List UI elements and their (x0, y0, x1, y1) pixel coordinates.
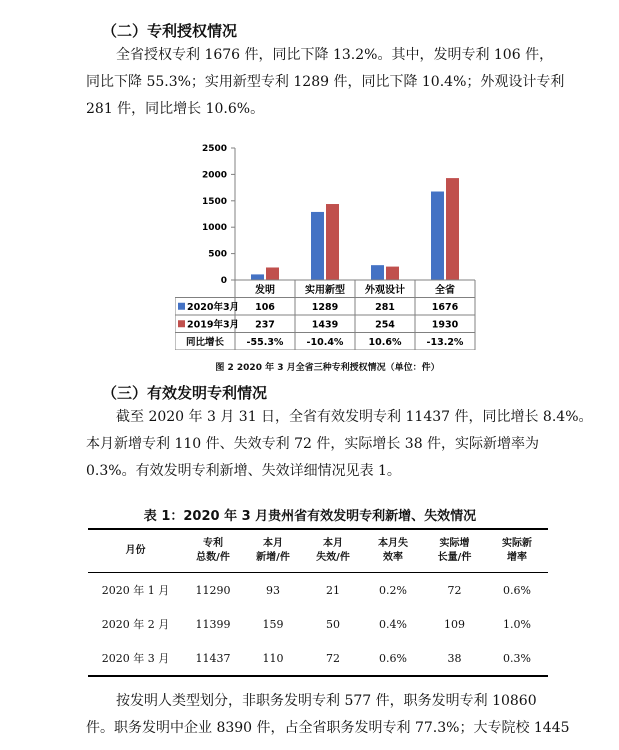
paragraph-line: 本月新增专利 110 件、失效专利 72 件，实际增长 38 件，实际新增率为 (86, 436, 540, 452)
table-cell: 50 (326, 617, 340, 631)
paragraph-valid-patents (86, 404, 593, 485)
y-tick-label: 1500 (201, 196, 227, 207)
data-table-value: 1676 (431, 301, 459, 313)
legend-key-series-2 (178, 320, 185, 327)
header-text: 长量/件 (437, 552, 472, 563)
paragraph-line: 截至 2020 年 3 月 31 日，全省有效发明专利 11437 件，同比增长 8.4%。 (116, 409, 593, 425)
paragraph-line: 按发明人类型划分，非职务发明专利 577 件，职务发明专利 10860 (116, 693, 537, 709)
table-cell: 2020 年 1 月 (101, 584, 170, 597)
table-cell: 11437 (183, 641, 243, 676)
table-cell: 0.4% (379, 617, 407, 631)
header-text: 月份 (125, 545, 146, 556)
table-cell: 1.0% (503, 617, 531, 631)
table-cell: 0.3% (486, 641, 548, 676)
column-header-new (243, 529, 303, 573)
section-heading-valid-patents: （三）有效发明专利情况 (102, 384, 268, 402)
table-cell: 110 (243, 641, 303, 676)
x-category-label: 外观设计 (365, 285, 405, 296)
data-table-value: 281 (375, 301, 395, 313)
x-category-label: 实用新型 (305, 285, 345, 296)
figure-caption: 图 2 2020 年 3 月全省三种专利授权情况（单位：件） (215, 363, 440, 373)
data-table-value: 254 (375, 319, 395, 331)
data-table-value: -55.3% (246, 336, 284, 348)
patent-grants-chart (175, 140, 480, 350)
data-table-value: 1930 (431, 319, 459, 331)
bar-series-1 (251, 274, 264, 280)
table-cell: 11399 (195, 617, 231, 631)
header-text: 实际增 (439, 538, 470, 549)
legend-label: 2019年3月 (187, 319, 240, 331)
header-text: 本月 (323, 538, 343, 549)
y-tick-label: 2000 (201, 170, 227, 181)
table-cell: 109 (444, 617, 465, 631)
table-cell: 72 (303, 641, 363, 676)
data-table-value: -10.4% (306, 336, 344, 348)
table-title: 表 1：2020 年 3 月贵州省有效发明专利新增、失效情况 (143, 509, 477, 524)
table-cell: 0.6% (503, 583, 531, 597)
data-table-value: -13.2% (426, 336, 464, 348)
bar-series-2 (266, 267, 279, 280)
table-cell: 38 (423, 641, 486, 676)
table-cell: 0.2% (379, 583, 407, 597)
table-cell: 0.6% (363, 641, 423, 676)
table-cell: 2020 年 3 月 (88, 641, 183, 676)
section-heading-patent-grants: （二）专利授权情况 (102, 22, 238, 40)
header-text: 本月 (263, 538, 283, 549)
y-tick-label: 500 (208, 249, 227, 260)
extra-row-label: 同比增长 (185, 336, 225, 348)
header-text: 增率 (507, 552, 527, 563)
bar-series-2 (326, 204, 339, 280)
table-cell: 2020 年 2 月 (101, 618, 170, 631)
table-cell: 21 (326, 583, 340, 597)
header-text: 本月失 (378, 538, 408, 549)
legend-key-series-1 (178, 303, 185, 310)
valid-patents-table (88, 528, 548, 677)
bar-series-1 (311, 212, 324, 280)
y-tick-label: 1000 (201, 223, 227, 234)
table-cell: 93 (266, 583, 280, 597)
data-table-value: 106 (255, 301, 275, 313)
header-text: 总数/件 (196, 552, 230, 563)
paragraph-inventor-type (86, 688, 570, 742)
bar-series-1 (371, 265, 384, 280)
table-cell: 11290 (195, 583, 231, 597)
data-table-value: 1439 (311, 319, 339, 331)
x-category-label: 全省 (435, 285, 455, 296)
paragraph-line: 全省授权专利 1676 件，同比下降 13.2%。其中，发明专利 106 件， (116, 47, 554, 63)
paragraph-patent-grants (86, 42, 565, 123)
x-category-label: 发明 (255, 285, 275, 296)
column-header-net-growth (423, 529, 486, 573)
data-table-value: 1289 (311, 301, 339, 313)
column-header-lapse-rate (363, 529, 423, 573)
paragraph-line: 281 件，同比增长 10.6%。 (86, 101, 265, 117)
data-table-value: 10.6% (368, 336, 402, 348)
column-header-month (88, 529, 183, 573)
header-text: 效率 (383, 552, 403, 563)
header-text: 失效/件 (316, 552, 350, 563)
table-cell: 72 (447, 583, 462, 597)
column-header-net-rate (486, 529, 548, 573)
paragraph-line: 件。职务发明中企业 8390 件，占全省职务发明专利 77.3%；大专院校 1445 (86, 720, 570, 736)
header-text: 专利 (203, 538, 223, 549)
header-text: 实际新 (502, 538, 532, 549)
data-table-value: 237 (255, 319, 275, 331)
column-header-lapsed (303, 529, 363, 573)
paragraph-line: 0.3%。有效发明专利新增、失效详细情况见表 1。 (86, 463, 401, 479)
column-header-total (183, 529, 243, 573)
bar-series-2 (446, 178, 459, 280)
paragraph-line: 同比下降 55.3%；实用新型专利 1289 件，同比下降 10.4%；外观设计专利 (86, 74, 565, 90)
table-cell: 159 (262, 617, 284, 631)
legend-label: 2020年3月 (187, 301, 240, 313)
y-tick-label: 0 (220, 276, 227, 286)
bar-series-1 (431, 192, 444, 280)
table-header-row (88, 529, 548, 573)
header-text: 新增/件 (256, 552, 290, 563)
table-row (88, 607, 548, 641)
y-tick-label: 2500 (201, 144, 227, 154)
table-row (88, 641, 548, 676)
bar-series-2 (386, 267, 399, 280)
table-row (88, 573, 548, 608)
